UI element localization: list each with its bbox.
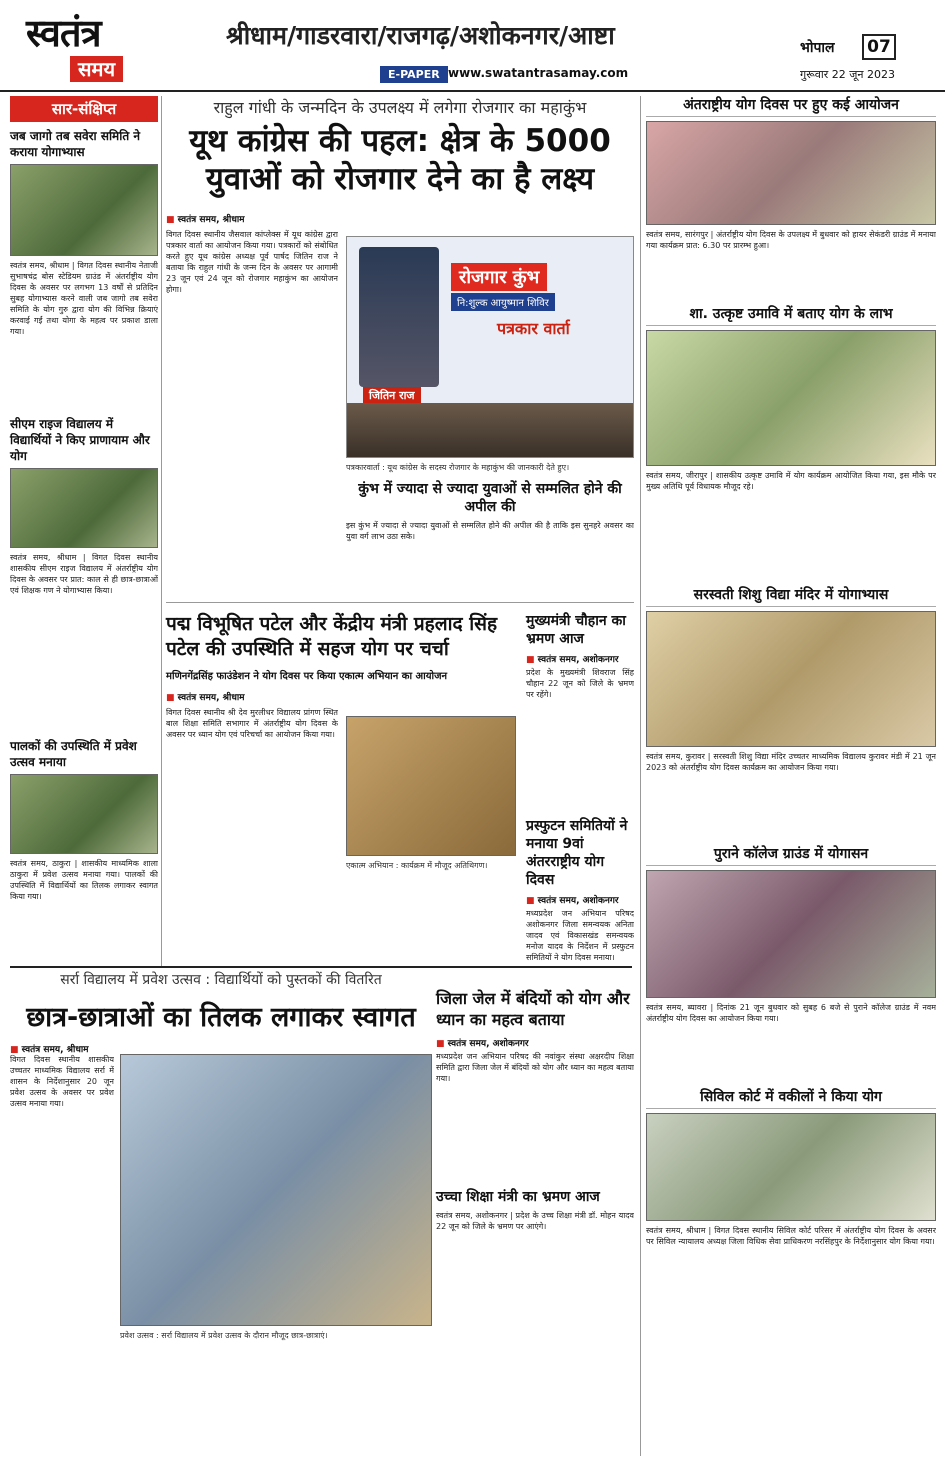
issue-date: गुरूवार 22 जून 2023 xyxy=(800,68,895,81)
story-headline[interactable]: शा. उत्कृष्ट उमावि में बताए योग के लाभ xyxy=(646,305,936,326)
middle-section xyxy=(166,96,634,962)
story-text: स्वतंत्र समय, जीरापुर | शासकीय उत्कृष्ट उमावि में योग कार्यक्रम आयोजित किया गया, इस मौके पर मुख्य अतिथि पूर्व विधायक मौजूद रहे। xyxy=(646,471,936,491)
story-photo xyxy=(646,611,936,747)
jail-text: मध्यप्रदेश जन अभियान परिषद की नवांकुर संस्था अक्षरदीप शिक्षा समिति द्वारा जिला जेल में बंदियों को योग और ध्यान का महत्व बताया गया। xyxy=(436,1052,634,1083)
lead-headline[interactable]: यूथ कांग्रेस की पहल: क्षेत्र के 5000 युवाओं को रोजगार देने का है लक्ष्य xyxy=(189,123,611,197)
patel-headline[interactable]: पद्म विभूषित पटेल और केंद्रीय मंत्री प्रहलाद सिंह पटेल की उपस्थिति में सहज योग पर चर्चा xyxy=(166,613,498,660)
lead-text: विगत दिवस स्थानीय जैसवाल कांप्लेक्स में यूथ कांग्रेस द्वारा पत्रकार वार्ता का आयोजन किया गया। पत्रकारों को संबोधित करते हुए यूथ कांग्रेस अध्यक्ष पूर्व पार्षद जितिन राज ने बताया कि राहुल गांधी के जन्म दिन के अवसर पर आगामी 23 जून एवं 24 जून को रोजगार महाकुंभ का आयोजन होगा। xyxy=(166,230,338,294)
jail-headline[interactable]: जिला जेल में बंदियों को योग और ध्यान का महत्व बताया xyxy=(436,989,630,1029)
sarra-text: विगत दिवस स्थानीय शासकीय उच्चतर माध्यमिक विद्यालय सर्रा में शासन के निर्देशानुसार 20 जून प्रवेश उत्सव के अवसर पर प्रवेश उत्सव मनाया गया। xyxy=(10,1055,114,1108)
website-link[interactable]: www.swatantrasamay.com xyxy=(448,66,629,80)
banner-press: पत्रकार वार्ता xyxy=(497,319,570,338)
story-text: स्वतंत्र समय, श्रीधाम | विगत दिवस स्थानीय नेताजी सुभाषचंद्र बोस स्टेडियम ग्राउंड में अंतर्राष्ट्रीय योग दिवस के अवसर पर लगभग 13 वर्षों से प्रतिदिन सुबह योगाभ्यास करने वाली जब जागो तब सवेरा समिति के योग गुरु द्वारा योग की विभिन्न क्रियाएं करवाई गईं तथा योगा के महत्व पर प्रकाश डाला गया। xyxy=(10,261,158,336)
lead-kicker: राहुल गांधी के जन्मदिन के उपलक्ष्य में लगेगा रोजगार का महाकुंभ xyxy=(213,98,587,117)
story-headline[interactable]: पुराने कॉलेज ग्राउंड में योगासन xyxy=(646,845,936,866)
story-photo xyxy=(10,164,158,256)
lead-photo xyxy=(346,236,634,458)
sarra-kicker: सर्रा विद्यालय में प्रवेश उत्सव : विद्यार्थियों को पुस्तकों की वितरित xyxy=(60,972,382,988)
logo-main-text: स्वतंत्र xyxy=(26,10,101,55)
story-photo xyxy=(646,330,936,466)
edition-name: भोपाल xyxy=(800,40,835,56)
right-column xyxy=(646,96,936,1287)
kumbh-text: इस कुंभ में ज्यादा से ज्यादा युवाओं से सम्मलित होने की अपील की है ताकि इस सुनहरे अवसर का युवा वर्ग लाभ उठा सके। xyxy=(346,521,634,541)
byline: ■ स्वतंत्र समय, श्रीधाम xyxy=(10,1042,432,1055)
photo-caption: एकात्म अभियान : कार्यक्रम में मौजूद अतिथिगण। xyxy=(346,861,488,870)
story-headline[interactable]: सरस्वती शिशु विद्या मंदिर में योगाभ्यास xyxy=(646,586,936,607)
kumbh-headline[interactable]: कुंभ में ज्यादा से ज्यादा युवाओं से सम्मलित होने की अपील की xyxy=(358,481,622,515)
patel-photo xyxy=(346,716,516,856)
byline: ■ स्वतंत्र समय, श्रीधाम xyxy=(166,212,338,225)
story-photo xyxy=(646,870,936,998)
story-photo xyxy=(10,468,158,548)
jail-story xyxy=(436,970,634,1300)
left-column xyxy=(10,96,158,966)
edition-cities: श्रीधाम/गाडरवारा/राजगढ़/अशोकनगर/आष्टा xyxy=(226,21,615,50)
minister-text: स्वतंत्र समय, अशोकनगर | प्रदेश के उच्च शिक्षा मंत्री डॉ. मोहन यादव 22 जून को जिले के भ्रमण पर आएंगे। xyxy=(436,1211,634,1231)
epaper-badge: E-PAPER xyxy=(380,66,448,83)
photo-caption: प्रवेश उत्सव : सर्रा विद्यालय में प्रवेश उत्सव के दौरान मौजूद छात्र-छात्राएं। xyxy=(120,1331,328,1340)
prasphutan-text: मध्यप्रदेश जन अभियान परिषद अशोकनगर जिला समन्वयक अनिता जादव एवं विकासखंड समन्वयक मनोज यादव के निर्देशन में प्रस्फुटन समितियों ने योग दिवस मनाया। xyxy=(526,909,634,962)
story-headline[interactable]: अंतराष्ट्रीय योग दिवस पर हुए कई आयोजन xyxy=(646,96,936,117)
story-text: स्वतंत्र समय, ब्यावरा | दिनांक 21 जून बुधवार को सुबह 6 बजे से पुराने कॉलेज ग्राउंड में नवम अंतर्राष्ट्रीय योग दिवस का आयोजन किया गया। xyxy=(646,1003,936,1023)
patel-subhead: मणिनगेंद्रसिंह फाउंडेशन ने योग दिवस पर किया एकात्म अभियान का आयोजन xyxy=(166,671,448,682)
story-text: स्वतंत्र समय, कुरावर | सरस्वती शिशु विद्या मंदिर उच्चतर माध्यमिक विद्यालय कुरावर मंडी में 21 जून 2023 को अंतर्राष्ट्रीय योग दिवस कार्यक्रम का आयोजन किया गया। xyxy=(646,752,936,772)
story-headline[interactable]: पालकों की उपस्थिति में प्रवेश उत्सव मनाया xyxy=(10,739,137,769)
story-headline[interactable]: सिविल कोर्ट में वकीलों ने किया योग xyxy=(646,1088,936,1109)
sarra-photo xyxy=(120,1054,432,1326)
press-table-photo xyxy=(347,403,633,457)
prasphutan-headline[interactable]: प्रस्फुटन समितियों ने मनाया 9वां अंतरराष्ट्रीय योग दिवस xyxy=(526,818,628,888)
story-text: स्वतंत्र समय, ठाकुरा | शासकीय माध्यमिक शाला ठाकुरा में प्रवेश उत्सव मनाया गया। पालकों की उपस्थिति में विद्यार्थियों का तिलक लगाकर स्वागत किया गया। xyxy=(10,859,158,901)
minister-headline[interactable]: उच्चा शिक्षा मंत्री का भ्रमण आज xyxy=(436,1189,600,1205)
byline: ■ स्वतंत्र समय, श्रीधाम xyxy=(166,690,516,703)
kumbh-story xyxy=(346,476,634,576)
photo-caption: पत्रकारवार्ता : यूथ कांग्रेस के सदस्य रोजगार के महाकुंभ की जानकारी देते हुए। xyxy=(346,463,570,472)
page-number: 07 xyxy=(862,34,896,60)
cm-text: प्रदेश के मुख्यमंत्री शिवराज सिंह चौहान 22 जून को जिले के भ्रमण पर रहेंगे। xyxy=(526,668,634,699)
story-photo xyxy=(646,1113,936,1221)
story-headline[interactable]: सीएम राइज विद्यालय में विद्यार्थियों ने किए प्राणायाम और योग xyxy=(10,417,150,463)
newspaper-logo[interactable] xyxy=(26,12,156,84)
patel-text: विगत दिवस स्थानीय श्री देव मुरलीधर विद्यालय प्रांगण स्थित बाल शिक्षा समिति सभागार में अंतर्राष्ट्रीय योग दिवस के अवसर पर ध्यान योग एवं परिचर्चा का आयोजन किया गया। xyxy=(166,708,338,739)
section-header: सार-संक्षिप्त xyxy=(10,96,158,122)
byline: ■ स्वतंत्र समय, अशोकनगर xyxy=(526,652,634,665)
byline: ■ स्वतंत्र समय, अशोकनगर xyxy=(436,1036,634,1049)
story-photo xyxy=(10,774,158,854)
patel-story xyxy=(166,612,516,987)
cm-headline[interactable]: मुख्यमंत्री चौहान का भ्रमण आज xyxy=(526,613,626,647)
byline: ■ स्वतंत्र समय, अशोकनगर xyxy=(526,893,634,906)
masthead xyxy=(0,0,945,92)
logo-sub-text: समय xyxy=(70,56,123,82)
story-text: स्वतंत्र समय, सारंगपुर | अंतर्राष्ट्रीय योग दिवस के उपलक्ष्य में बुधवार को हायर सेकंडरी ग्राउंड में मनाया गया कार्यक्रम प्रात: 6.30 पर प्रारम्भ हुआ। xyxy=(646,230,936,250)
lead-story-col1 xyxy=(166,212,338,559)
story-text: स्वतंत्र समय, श्रीधाम | विगत दिवस स्थानीय शासकीय सीएम राइज विद्यालय में अंतर्राष्ट्रीय योग दिवस के अवसर पर प्रात: काल से ही छात्र-छात्राओं एवं शिक्षक गण ने योगाभ्यास किया। xyxy=(10,553,158,595)
story-photo xyxy=(646,121,936,225)
sarra-headline[interactable]: छात्र-छात्राओं का तिलक लगाकर स्वागत xyxy=(26,1002,416,1033)
story-headline[interactable]: जब जागो तब सवेरा समिति ने कराया योगाभ्यास xyxy=(10,129,141,159)
sarra-story xyxy=(10,970,432,1340)
cm-story xyxy=(526,612,634,1008)
story-text: स्वतंत्र समय, श्रीधाम | विगत दिवस स्थानीय सिविल कोर्ट परिसर में अंतर्राष्ट्रीय योग दिवस के अवसर पर सिविल न्यायालय अध्यक्ष जिला विधिक सेवा प्राधिकरण नरसिंहपुर के निर्देशानुसार योग किया गया। xyxy=(646,1226,936,1246)
banner-name: जितिन राज xyxy=(363,387,421,404)
banner-title: रोजगार कुंभ xyxy=(451,263,547,291)
person-banner-photo xyxy=(359,247,439,387)
banner-subtitle: नि:शुल्क आयुष्मान शिविर xyxy=(451,293,555,311)
